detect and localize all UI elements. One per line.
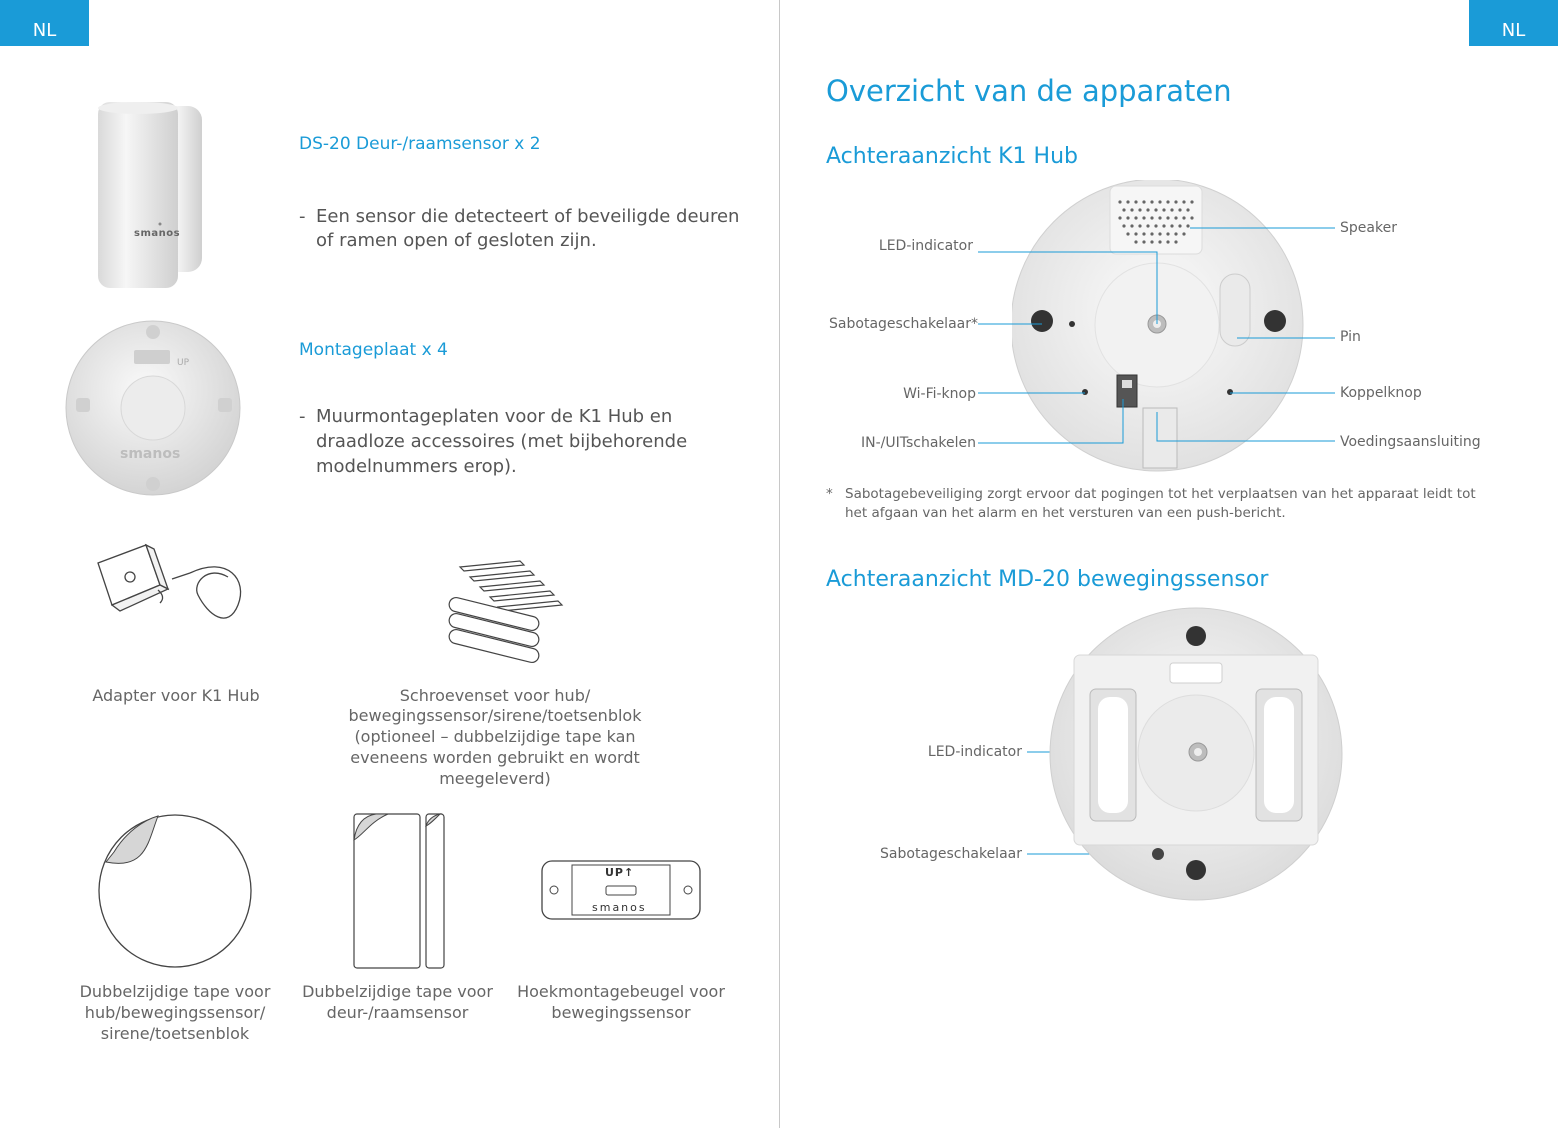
hub-section-title: Achteraanzicht K1 Hub (826, 144, 1079, 169)
hub-note-line1: Sabotagebeveiliging zorgt ervoor dat pogingen tot het verplaatsen van het apparaat leidt tot (845, 486, 1476, 502)
plate-desc-line1: Muurmontageplaten voor de K1 Hub en (316, 406, 673, 427)
plate-desc-line3: modelnummers erop). (316, 456, 517, 477)
ds20-desc-line2: of ramen open of gesloten zijn. (316, 230, 597, 251)
language-tag-left: NL (0, 0, 89, 46)
hub-label-led: LED-indicator (878, 238, 973, 254)
tape-door-caption-line2: deur-/raamsensor (326, 1003, 469, 1022)
tape-hub-caption-line2: hub/bewegingssensor/ (84, 1003, 266, 1022)
door-sensor-brand: smanos (134, 228, 181, 239)
bracket-caption-line1: Hoekmontagebeugel voor (517, 982, 725, 1001)
plate-title: Montageplaat x 4 (299, 340, 448, 360)
hub-label-wifi: Wi-Fi-knop (903, 386, 976, 402)
hub-label-onoff: IN-/UITschakelen (860, 435, 976, 451)
mounting-plate-up-mark: UP (177, 358, 190, 368)
md20-back-image (1048, 605, 1348, 905)
ds20-desc-line1: Een sensor die detecteert of beveiligde deuren (316, 206, 740, 227)
plate-bullet: - (299, 406, 306, 427)
mounting-plate-brand: smanos (120, 446, 181, 462)
bracket-caption-line2: bewegingssensor (551, 1003, 691, 1022)
ds20-bullet: - (299, 206, 306, 227)
screws-caption-line5: meegeleverd) (439, 769, 551, 788)
language-tag-right: NL (1469, 0, 1558, 46)
tape-door-caption-line1: Dubbelzijdige tape voor (302, 982, 493, 1001)
md20-label-tamper: Sabotageschakelaar (880, 846, 1022, 862)
hub-label-tamper: Sabotageschakelaar* (829, 316, 978, 332)
bracket-up-mark: UP↑ (605, 866, 635, 879)
adapter-caption: Adapter voor K1 Hub (92, 686, 260, 705)
tape-hub-caption-line1: Dubbelzijdige tape voor (79, 982, 271, 1001)
plate-desc-line2: draadloze accessoires (met bijbehorende (316, 431, 688, 452)
hub-label-pin: Pin (1340, 329, 1361, 345)
screws-caption-line3: (optioneel – dubbelzijdige tape kan (354, 727, 636, 746)
md20-section-title: Achteraanzicht MD-20 bewegingssensor (826, 567, 1269, 592)
hub-note-line2: het afgaan van het alarm en het versturen van een push-bericht. (845, 505, 1286, 521)
bracket-brand: smanos (592, 901, 647, 914)
ds20-title: DS-20 Deur-/raamsensor x 2 (299, 134, 541, 154)
screws-caption-line1: Schroevenset voor hub/ (399, 686, 591, 705)
screws-caption-line4: eveneens worden gebruikt en wordt (350, 748, 640, 767)
screws-caption-line2: bewegingssensor/sirene/toetsenblok (348, 706, 642, 725)
page-title: Overzicht van de apparaten (826, 74, 1232, 108)
hub-note-mark: * (826, 486, 833, 502)
hub-label-speaker: Speaker (1340, 220, 1397, 236)
tape-hub-caption-line3: sirene/toetsenblok (100, 1024, 250, 1043)
hub-label-pair: Koppelknop (1340, 385, 1422, 401)
md20-label-led: LED-indicator (927, 744, 1022, 760)
hub-label-power: Voedingsaansluiting (1340, 434, 1481, 450)
